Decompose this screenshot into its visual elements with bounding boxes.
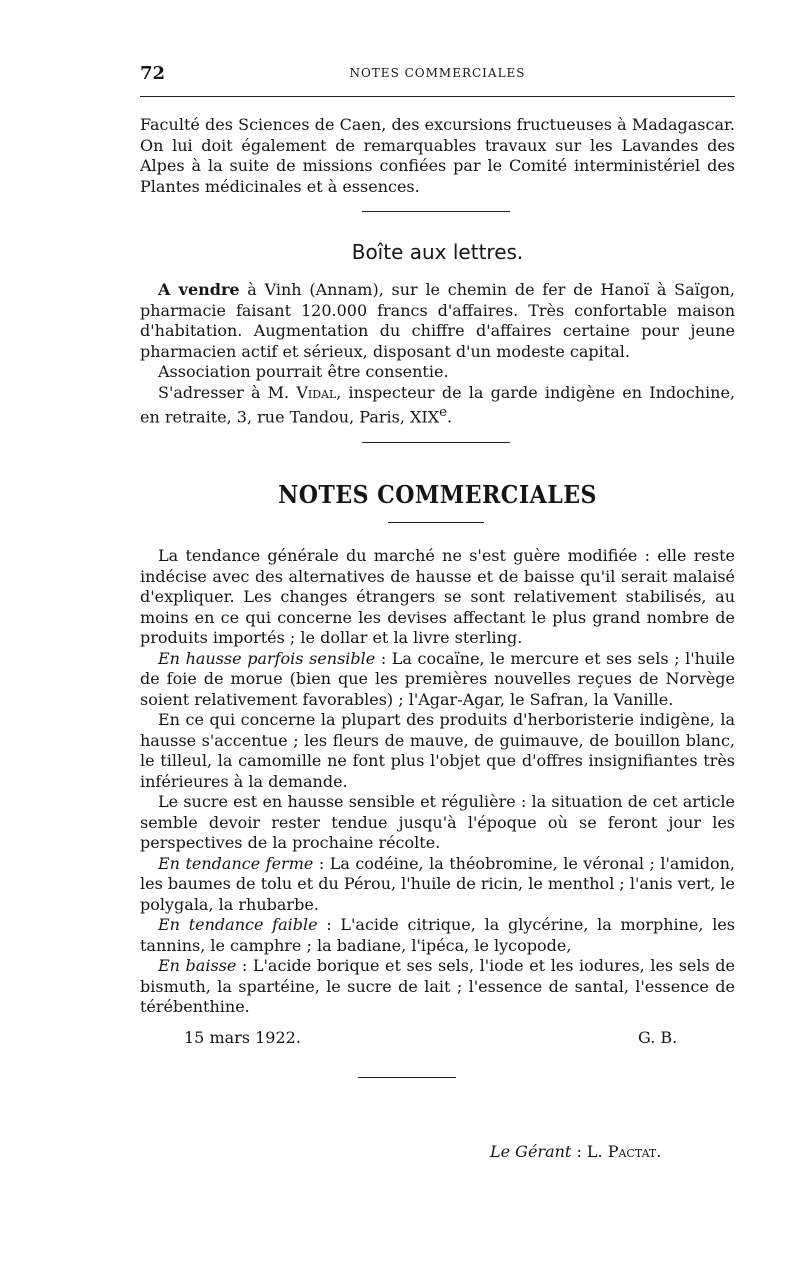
contact-name: Vidal: [296, 382, 337, 402]
contact-superscript: e: [439, 405, 447, 420]
mailbox-title: Boîte aux lettres.: [351, 240, 524, 264]
sale-lead: A vendre: [158, 280, 240, 299]
mailbox-section: [140, 280, 735, 428]
intro-paragraph: Faculté des Sciences de Caen, des excursions fructueuses à Madagascar. On lui doit également de remarquables travaux sur les Lavandes des Alpes à la suite de missions confiées par le Comité interministériel des Plantes médicinales et à essences.: [140, 115, 735, 196]
section-divider: [362, 211, 510, 212]
notes-date: 15 mars 1922.: [184, 1028, 301, 1047]
contact-prefix: S'adresser à M.: [158, 382, 297, 402]
sale-notice: [140, 280, 735, 362]
falling-label: En baisse: [158, 956, 237, 975]
association-line: Association pourrait être consentie.: [158, 362, 449, 381]
rising-label: En hausse parfois sensible: [158, 648, 376, 668]
falling-prices: [140, 956, 735, 1018]
section-divider: [362, 442, 510, 443]
sugar-paragraph: Le sucre est en hausse sensible et régulière : la situation de cet article semble devoir rester tendue jusqu'à l'époque où se feront jour les perspectives de la prochaine récolte.: [140, 792, 735, 852]
closing-divider: [358, 1077, 456, 1078]
page-header: [140, 60, 735, 88]
rising-text: : La cocaïne, le mercure et ses sels ; l'huile de foie de morue (bien que les premières nouvelles reçues de Norvège soient relativement favorables) ; l'Agar-Agar, le Safran, la Vanille.: [140, 648, 735, 709]
manager-label: Le Gérant: [490, 1142, 572, 1161]
firm-label: En tendance ferme: [158, 853, 314, 873]
title-underline: [388, 522, 484, 523]
footer-manager: [490, 1142, 661, 1161]
page-number: 72: [140, 63, 166, 84]
manager-name: L. Pactat.: [586, 1142, 662, 1161]
manager-sep: :: [571, 1142, 587, 1161]
notes-section: [140, 546, 735, 1018]
page: [140, 60, 736, 1161]
rising-prices: [140, 649, 735, 711]
running-title: NOTES COMMERCIALES: [349, 66, 526, 80]
notes-initials: G. B.: [638, 1028, 678, 1047]
contact-end: .: [447, 407, 453, 427]
contact-line: [140, 383, 735, 428]
firm-trend: [140, 854, 735, 916]
contact-suffix: , inspecteur de la garde indigène en Indochine, en retraite, 3, rue Tandou, Paris, XIX: [140, 382, 735, 427]
weak-trend: [140, 915, 735, 956]
notes-title: NOTES COMMERCIALES: [278, 480, 597, 509]
header-rule: [140, 96, 735, 97]
firm-text: : La codéine, la théobromine, le véronal ; l'amidon, les baumes de tolu et du Pérou, l'huile de ricin, le menthol ; l'anis vert, le polygala, la rhubarbe.: [140, 853, 735, 914]
market-intro: La tendance générale du marché ne s'est guère modifiée : elle reste indécise avec des alternatives de hausse et de baisse qu'il serait malaisé d'expliquer. Les changes étrangers se sont relativement stabilisés, au moins en ce qui concerne les devises affectant le plus grand nombre de produits importés ; le dollar et la livre sterling.: [140, 546, 735, 647]
weak-label: En tendance faible: [158, 915, 318, 934]
falling-text: : L'acide borique et ses sels, l'iode et les iodures, les sels de bismuth, la spartéine, le sucre de lait ; l'essence de santal, l'essence de térébenthine.: [140, 956, 736, 1016]
herbal-products: En ce qui concerne la plupart des produits d'herboristerie indigène, la hausse s'accentue ; les fleurs de mauve, de guimauve, de bouillon blanc, le tilleul, la camomille ne font plus l'objet que d'offres insignifiantes très inférieures à la demande.: [140, 710, 735, 791]
weak-text: : L'acide citrique, la glycérine, la morphine, les tannins, le camphre ; la badiane, l'ipéca, le lycopode,: [140, 915, 736, 955]
sale-text: à Vinh (Annam), sur le chemin de fer de Hanoï à Saïgon, pharmacie faisant 120.000 francs d'affaires. Très confortable maison d'habitation. Augmentation du chiffre d'affaires certaine pour jeune pharmacien actif et sérieux, disposant d'un modeste capital.: [140, 280, 736, 361]
